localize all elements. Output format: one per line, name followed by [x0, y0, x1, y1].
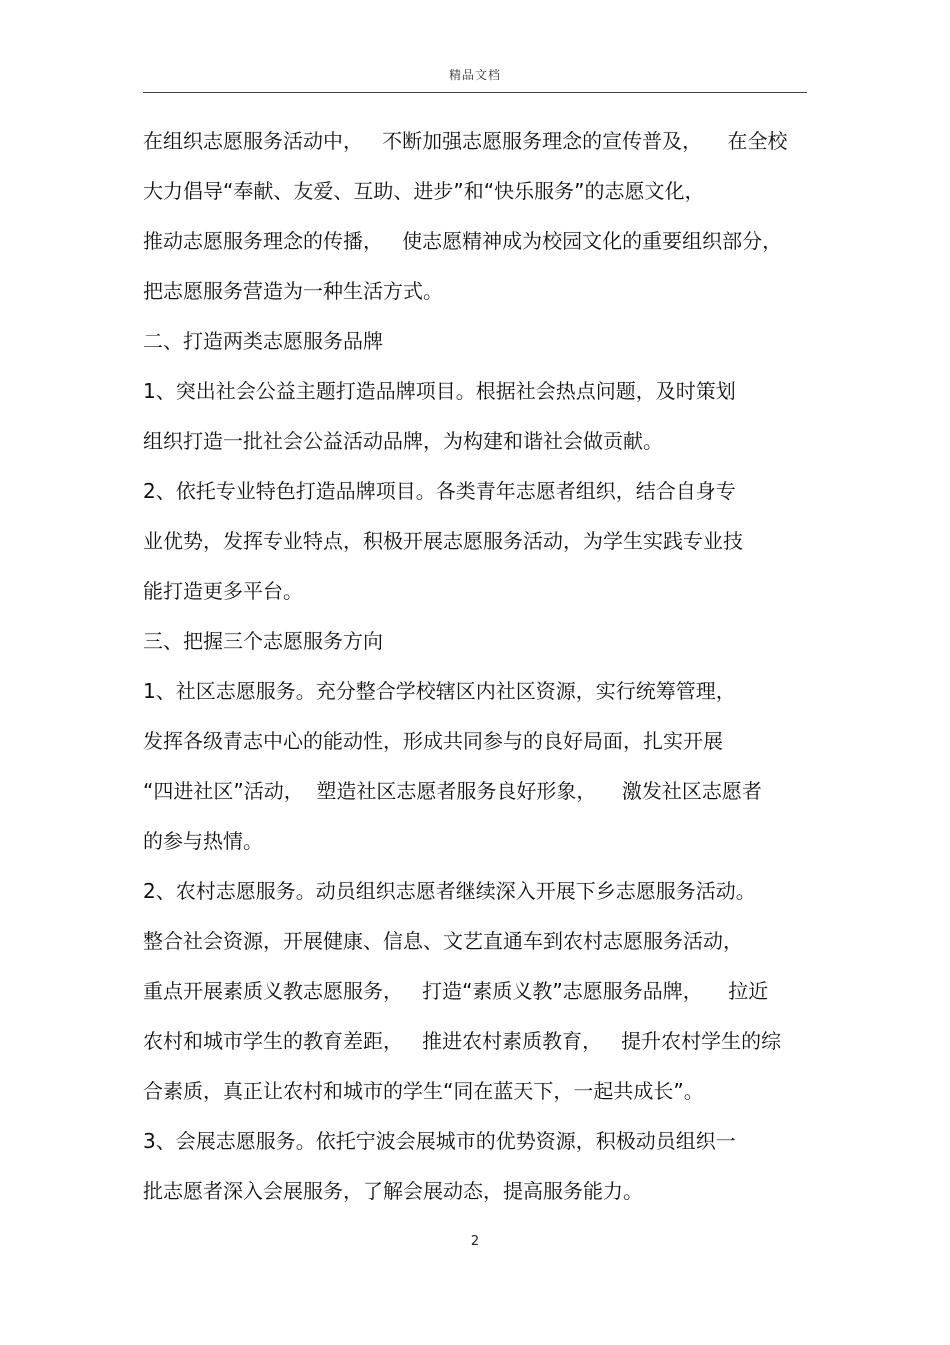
section-heading: 二、打造两类志愿服务品牌 [143, 329, 383, 353]
text-line: 大力倡导“奉献、友爱、互助、进步”和“快乐服务”的志愿文化， [143, 179, 705, 203]
text-line: “四进社区”活动， 塑造社区志愿者服务良好形象， 激发社区志愿者 [143, 779, 762, 803]
text-line: 推动志愿服务理念的传播， 使志愿精神成为校园文化的重要组织部分， [143, 229, 783, 253]
page-header-title: 精品文档 [448, 68, 501, 82]
text-line: 组织打造一批社会公益活动品牌，为构建和谐社会做贡献。 [143, 429, 663, 453]
text-line: 发挥各级青志中心的能动性，形成共同参与的良好局面，扎实开展 [143, 729, 723, 753]
section-heading: 三、把握三个志愿服务方向 [143, 629, 383, 653]
text-line: 2、依托专业特色打造品牌项目。各类青年志愿者组织，结合自身专 [143, 479, 736, 503]
text-line: 能打造更多平台。 [143, 579, 303, 603]
text-line: 在组织志愿服务活动中， 不断加强志愿服务理念的宣传普及， 在全校 [143, 129, 788, 153]
text-line: 重点开展素质义教志愿服务， 打造“素质义教”志愿服务品牌， 拉近 [143, 979, 769, 1003]
text-line: 业优势，发挥专业特点，积极开展志愿服务活动，为学生实践专业技 [143, 529, 743, 553]
text-line: 把志愿服务营造为一种生活方式。 [143, 279, 443, 303]
page-number: 2 [470, 1234, 480, 1249]
text-line: 2、农村志愿服务。动员组织志愿者继续深入开展下乡志愿服务活动。 [143, 879, 756, 903]
text-line: 合素质，真正让农村和城市的学生“同在蓝天下，一起共成长”。 [143, 1079, 704, 1103]
text-line: 3、会展志愿服务。依托宁波会展城市的优势资源，积极动员组织一 [143, 1129, 736, 1153]
text-line: 批志愿者深入会展服务，了解会展动态，提高服务能力。 [143, 1179, 643, 1203]
text-line: 1、突出社会公益主题打造品牌项目。根据社会热点问题，及时策划 [143, 379, 736, 403]
header-divider [143, 92, 807, 93]
text-line: 整合社会资源，开展健康、信息、文艺直通车到农村志愿服务活动， [143, 929, 743, 953]
text-line: 农村和城市学生的教育差距， 推进农村素质教育， 提升农村学生的综 [143, 1029, 782, 1053]
document-body [143, 116, 813, 1216]
text-line: 的参与热情。 [143, 829, 263, 853]
text-line: 1、社区志愿服务。充分整合学校辖区内社区资源，实行统筹管理， [143, 679, 736, 703]
